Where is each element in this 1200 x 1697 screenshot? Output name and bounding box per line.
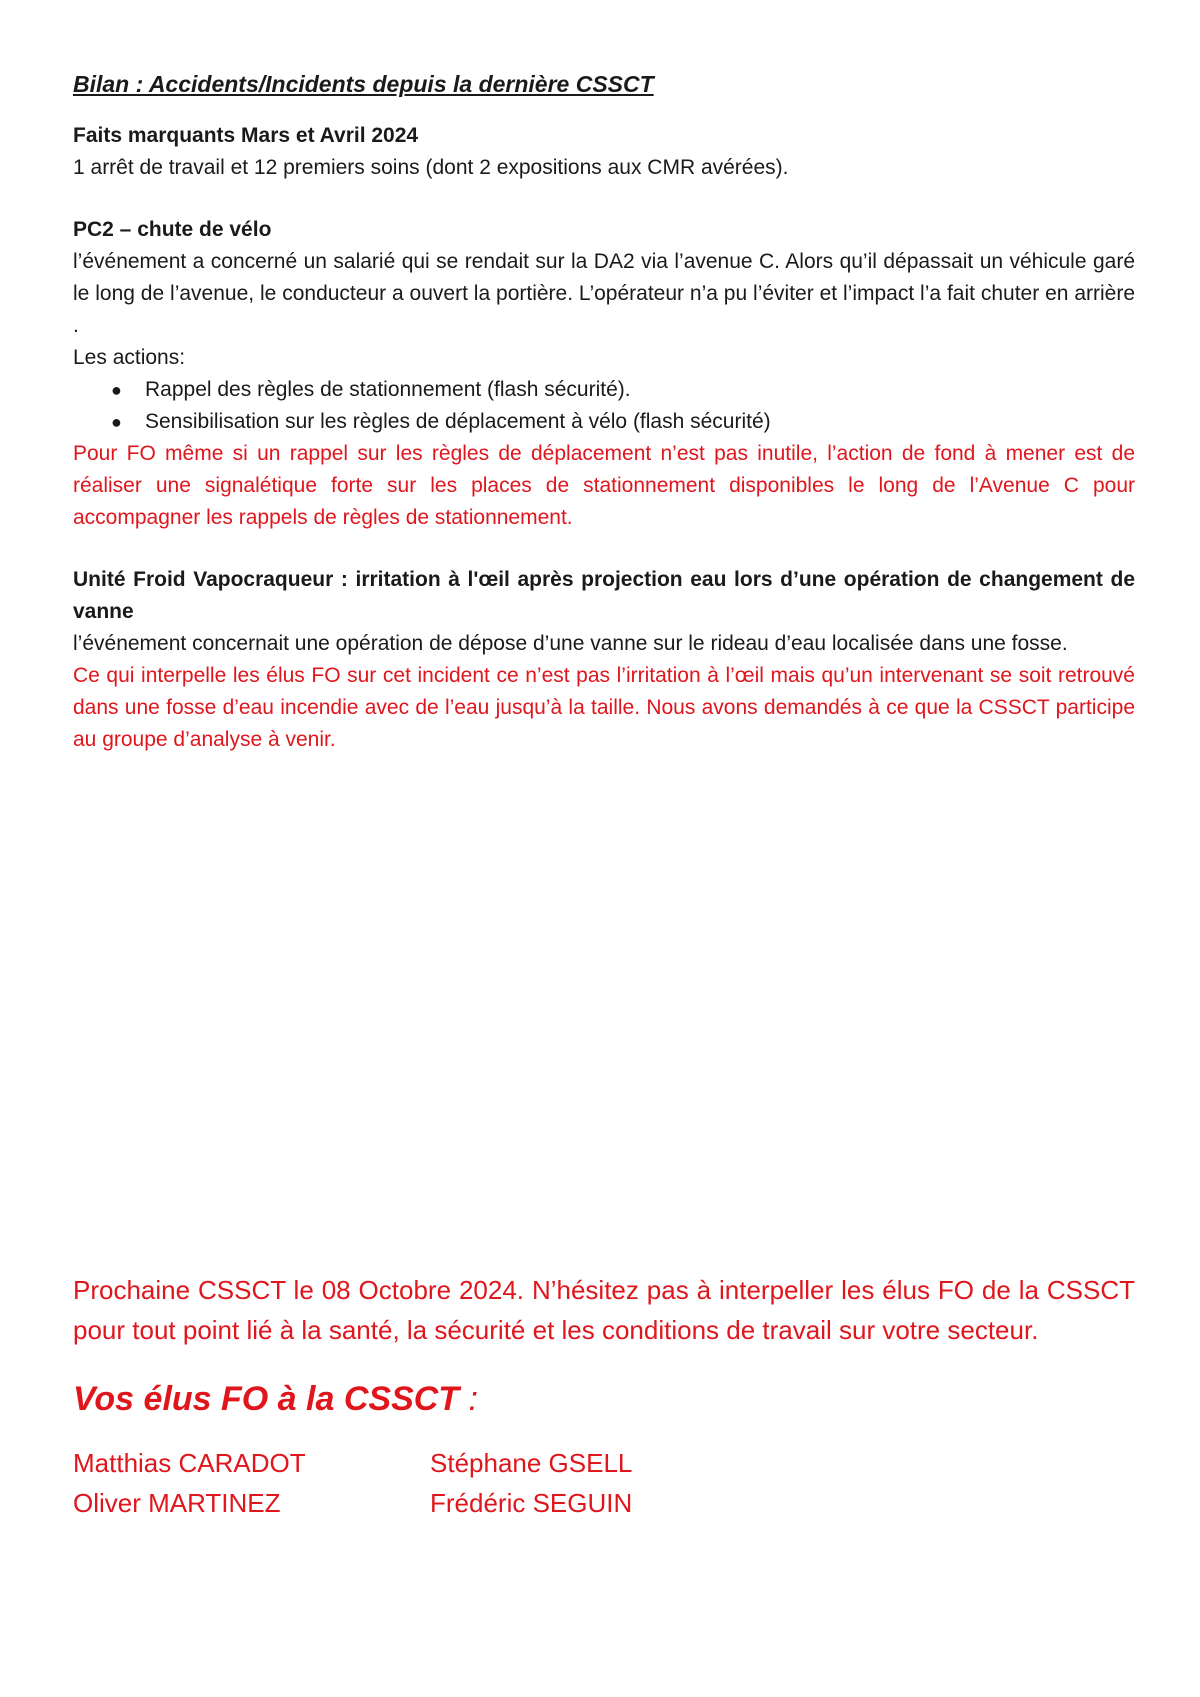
section-text: 1 arrêt de travail et 12 premiers soins (dont 2 expositions aux CMR avérées). <box>73 155 789 179</box>
actions-label: Les actions: <box>73 345 186 369</box>
document-body <box>73 70 1135 786</box>
elected-title-text: Vos élus FO à la CSSCT <box>73 1380 460 1418</box>
section-heading: Unité Froid Vapocraqueur : irritation à l'œil après projection eau lors d’une opération de changement de vanne <box>73 567 1135 623</box>
section-heading: PC2 – chute de vélo <box>73 217 272 241</box>
bullet-icon: ● <box>111 411 122 432</box>
section-pc2 <box>73 214 1135 534</box>
fo-comment: Pour FO même si un rappel sur les règles de déplacement n’est pas inutile, l’action de fond à mener est de réaliser une signalétique forte sur les places de stationnement disponibles le long de l’Avenue C pour accompagner les rappels de règles de stationnement. <box>73 441 1135 529</box>
elected-name: Stéphane GSELL <box>430 1448 633 1478</box>
fo-comment: Ce qui interpelle les élus FO sur cet incident ce n’est pas l’irritation à l’œil mais qu’un intervenant se soit retrouvé dans une fosse d’eau incendie avec de l’eau jusqu’à la taille. Nous avons demandés à ce que la CSSCT participe au groupe d’analyse à venir. <box>73 663 1135 751</box>
elected-name: Oliver MARTINEZ <box>73 1488 281 1518</box>
section-heading: Faits marquants Mars et Avril 2024 <box>73 123 419 147</box>
bullet-icon: ● <box>111 379 122 400</box>
elected-heading <box>73 1380 1135 1419</box>
action-text: Rappel des règles de stationnement (flash sécurité). <box>145 377 631 401</box>
actions-list <box>73 374 1135 438</box>
elected-name: Matthias CARADOT <box>73 1448 306 1478</box>
section-vapocraqueur <box>73 564 1135 756</box>
elected-title-colon: : <box>459 1380 478 1418</box>
section-highlights <box>73 120 1135 184</box>
document-title: Bilan : Accidents/Incidents depuis la dernière CSSCT <box>73 71 654 97</box>
elected-names <box>73 1445 1135 1521</box>
action-text: Sensibilisation sur les règles de déplacement à vélo (flash sécurité) <box>145 409 771 433</box>
elected-name: Frédéric SEGUIN <box>430 1488 633 1518</box>
footer <box>73 1270 1135 1521</box>
section-text: l’événement a concerné un salarié qui se rendait sur la DA2 via l’avenue C. Alors qu’il dépassait un véhicule garé le long de l’avenue, le conducteur a ouvert la portière. L’opérateur n’a pu l’éviter et l’impact l’a fait chuter en arrière . <box>73 249 1135 337</box>
list-item <box>111 374 1135 406</box>
next-meeting-notice: Prochaine CSSCT le 08 Octobre 2024. N’hésitez pas à interpeller les élus FO de la CSSCT pour tout point lié à la santé, la sécurité et les conditions de travail sur votre secteur. <box>73 1275 1135 1345</box>
list-item <box>111 406 1135 438</box>
section-text: l’événement concernait une opération de dépose d’une vanne sur le rideau d’eau localisée dans une fosse. <box>73 631 1068 655</box>
